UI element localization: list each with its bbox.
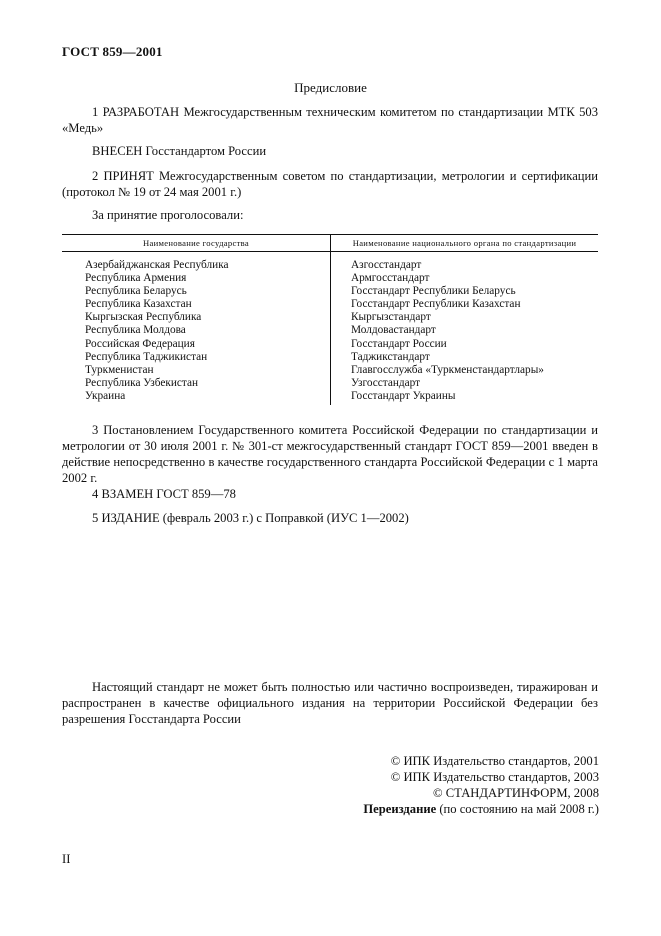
reissue-label: Переиздание (363, 802, 437, 816)
authority-cell: Госстандарт России (351, 337, 447, 350)
state-cell: Российская Федерация (62, 338, 331, 351)
state-cell: Азербайджанская Республика (62, 259, 331, 272)
state-cell: Республика Казахстан (62, 298, 331, 311)
state-cell: Республика Армения (62, 272, 331, 285)
authority-cell: Госстандарт Республики Беларусь (351, 285, 516, 298)
voting-table (62, 234, 598, 405)
table-row (62, 364, 598, 377)
table-header-row (62, 235, 598, 252)
authority-cell: Молдовастандарт (351, 324, 436, 337)
page-title: Предисловие (294, 80, 367, 95)
voting-label: За принятие проголосовали: (92, 208, 244, 222)
authority-cell: Армгосстандарт (351, 272, 430, 285)
table-row (62, 351, 598, 364)
table-row (62, 390, 598, 405)
document-code: ГОСТ 859—2001 (62, 44, 163, 59)
section-1-introduced: ВНЕСЕН Госстандартом России (92, 144, 267, 158)
table-row (62, 259, 598, 272)
table-row (62, 338, 598, 351)
section-1-developed: 1 РАЗРАБОТАН Межгосударственным техническим комитетом по стандартизации МТК 503 «Медь» (62, 105, 598, 135)
table-row (62, 298, 598, 311)
state-cell: Туркменистан (62, 364, 331, 377)
state-cell: Республика Узбекистан (62, 377, 331, 390)
page-number: II (62, 852, 71, 866)
authority-cell: Кыргызстандарт (351, 311, 431, 324)
state-cell: Республика Молдова (62, 324, 331, 337)
authority-cell: Госстандарт Украины (351, 389, 456, 402)
column-header-authority: Наименование национального органа по стандартизации (331, 235, 599, 252)
reissue-date: (по состоянию на май 2008 г.) (436, 802, 599, 816)
copyright-line: © СТАНДАРТИНФОРМ, 2008 (433, 786, 599, 800)
table-row (62, 311, 598, 324)
state-cell: Республика Беларусь (62, 285, 331, 298)
state-cell: Кыргызская Республика (62, 311, 331, 324)
authority-cell: Таджикстандарт (351, 350, 430, 363)
section-3-enacted: 3 Постановлением Государственного комитета Российской Федерации по стандартизации и метрологии от 30 июля 2001 г. № 301-ст межгосударственный стандарт ГОСТ 859—2001 введен в действие непосредственно в качестве государственного стандарта Российской Федерации с 1 марта 2002 г. (62, 423, 598, 485)
authority-cell: Узгосстандарт (351, 376, 421, 389)
section-5-edition: 5 ИЗДАНИЕ (февраль 2003 г.) с Поправкой (ИУС 1—2002) (92, 511, 409, 525)
section-4-replaces: 4 ВЗАМЕН ГОСТ 859—78 (92, 487, 236, 501)
state-cell: Республика Таджикистан (62, 351, 331, 364)
table-row (62, 324, 598, 337)
table-row (62, 285, 598, 298)
column-header-state: Наименование государства (62, 235, 331, 252)
table-row (62, 377, 598, 390)
authority-cell: Азгосстандарт (351, 259, 422, 271)
copyright-line: © ИПК Издательство стандартов, 2001 (390, 754, 599, 768)
copyright-line: © ИПК Издательство стандартов, 2003 (390, 770, 599, 784)
authority-cell: Главгосслужба «Туркменстандартлары» (351, 363, 544, 376)
authority-cell: Госстандарт Республики Казахстан (351, 298, 521, 311)
reissue-note (363, 801, 599, 817)
reproduction-notice: Настоящий стандарт не может быть полностью или частично воспроизведен, тиражирован и распространен в качестве официального издания на территории Российской Федерации без разрешения Госстандарта России (62, 680, 598, 726)
section-2-adopted: 2 ПРИНЯТ Межгосударственным советом по стандартизации, метрологии и сертификации (протокол № 19 от 24 мая 2001 г.) (62, 169, 598, 199)
state-cell: Украина (62, 390, 331, 405)
table-row (62, 272, 598, 285)
